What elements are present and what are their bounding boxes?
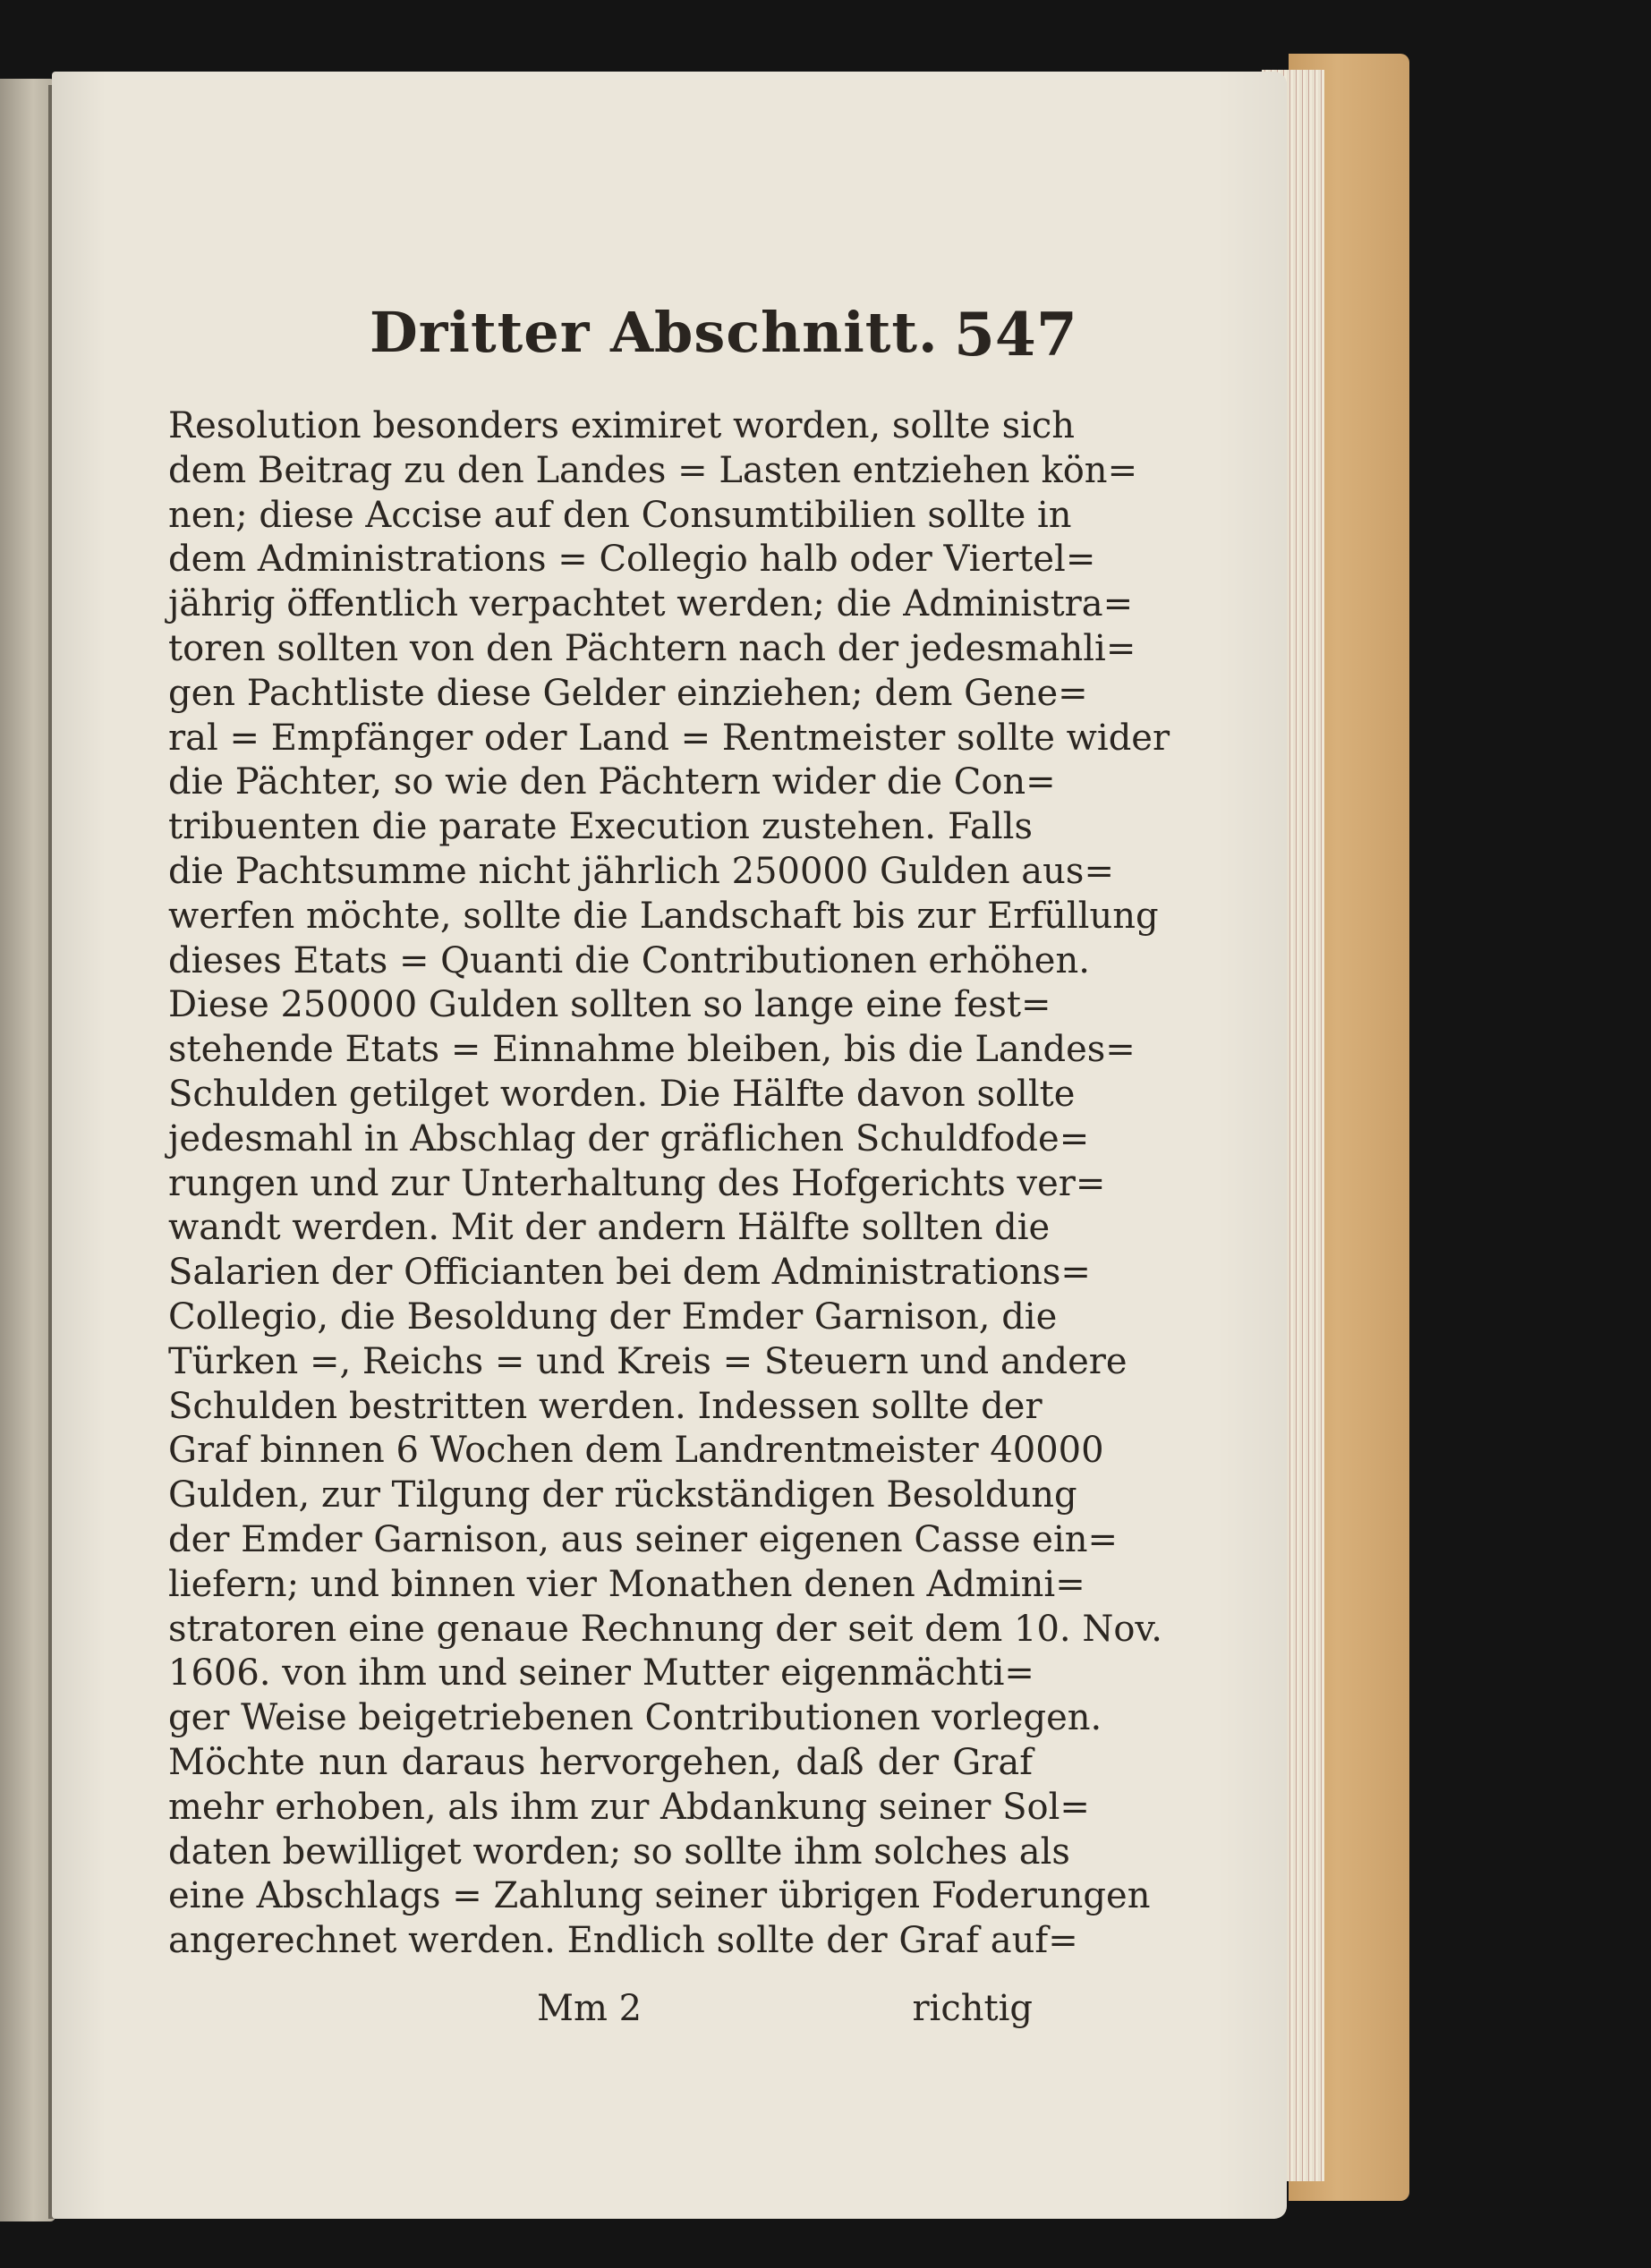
catchword: richtig (912, 1988, 1033, 2029)
text-line: Gulden, zur Tilgung der rückständigen Besoldung (168, 1474, 1077, 1516)
text-line: nen; diese Accise auf den Consumtibilien sollte in (168, 494, 1072, 536)
text-line: Salarien der Officianten bei dem Administrations= (168, 1252, 1091, 1294)
text-line: stehende Etats = Einnahme bleiben, bis die Landes= (168, 1029, 1136, 1071)
text-line: toren sollten von den Pächtern nach der jedesmahli= (168, 627, 1136, 669)
text-line: jedesmahl in Abschlag der gräflichen Schuldfode= (168, 1117, 1090, 1159)
text-line: gen Pachtliste diese Gelder einziehen; dem Gene= (168, 672, 1088, 714)
text-line: Graf binnen 6 Wochen dem Landrentmeister 40000 (168, 1430, 1104, 1472)
text-line: Resolution besonders eximiret worden, sollte sich (168, 405, 1076, 446)
text-line: ral = Empfänger oder Land = Rentmeister sollte wider (168, 717, 1170, 759)
body-text (168, 404, 1170, 1964)
running-head-title: Dritter Abschnitt. (370, 300, 939, 365)
text-line: daten bewilliget worden; so sollte ihm solches als (168, 1831, 1070, 1873)
text-line: 1606. von ihm und seiner Mutter eigenmächti= (168, 1652, 1034, 1695)
text-line: wandt werden. Mit der andern Hälfte sollten die (168, 1207, 1051, 1249)
text-line: Diese 250000 Gulden sollten so lange eine fest= (168, 984, 1051, 1026)
text-line: Türken =, Reichs = und Kreis = Steuern und andere (168, 1340, 1128, 1382)
text-line: Möchte nun daraus hervorgehen, daß der Graf (168, 1741, 1033, 1783)
text-line: dieses Etats = Quanti die Contributionen erhöhen. (168, 939, 1090, 981)
facing-page-edge (0, 79, 55, 2221)
signature-mark: Mm 2 (537, 1988, 643, 2029)
text-line: Schulden bestritten werden. Indessen sollte der (168, 1385, 1043, 1427)
book-page (52, 72, 1287, 2219)
text-line: Collegio, die Besoldung der Emder Garnison, die (168, 1295, 1058, 1338)
text-line: dem Administrations = Collegio halb oder Viertel= (168, 539, 1096, 581)
running-head (52, 300, 1287, 380)
text-line: ger Weise beigetriebenen Contributionen vorlegen. (168, 1697, 1102, 1739)
text-line: rungen und zur Unterhaltung des Hofgerichts ver= (168, 1162, 1106, 1204)
text-line: die Pachtsumme nicht jährlich 250000 Gulden aus= (168, 850, 1114, 892)
text-line: Schulden getilget worden. Die Hälfte davon sollte (168, 1073, 1076, 1115)
text-line: angerechnet werden. Endlich sollte der Graf auf= (168, 1920, 1078, 1962)
page-number: 547 (954, 300, 1077, 370)
text-line: werfen möchte, sollte die Landschaft bis zur Erfüllung (168, 895, 1159, 937)
text-line: die Pächter, so wie den Pächtern wider die Con= (168, 761, 1056, 803)
text-line: mehr erhoben, als ihm zur Abdankung seiner Sol= (168, 1786, 1090, 1828)
text-line: tribuenten die parate Execution zustehen. Falls (168, 806, 1033, 848)
text-line: dem Beitrag zu den Landes = Lasten entziehen kön= (168, 449, 1138, 491)
text-line: stratoren eine genaue Rechnung der seit dem 10. Nov. (168, 1608, 1162, 1650)
page-footer (168, 1988, 1033, 2038)
text-line: jährig öffentlich verpachtet werden; die Administra= (168, 583, 1134, 625)
text-line: eine Abschlags = Zahlung seiner übrigen Foderungen (168, 1875, 1151, 1917)
text-line: liefern; und binnen vier Monathen denen Admini= (168, 1563, 1085, 1605)
text-line: der Emder Garnison, aus seiner eigenen Casse ein= (168, 1518, 1119, 1560)
